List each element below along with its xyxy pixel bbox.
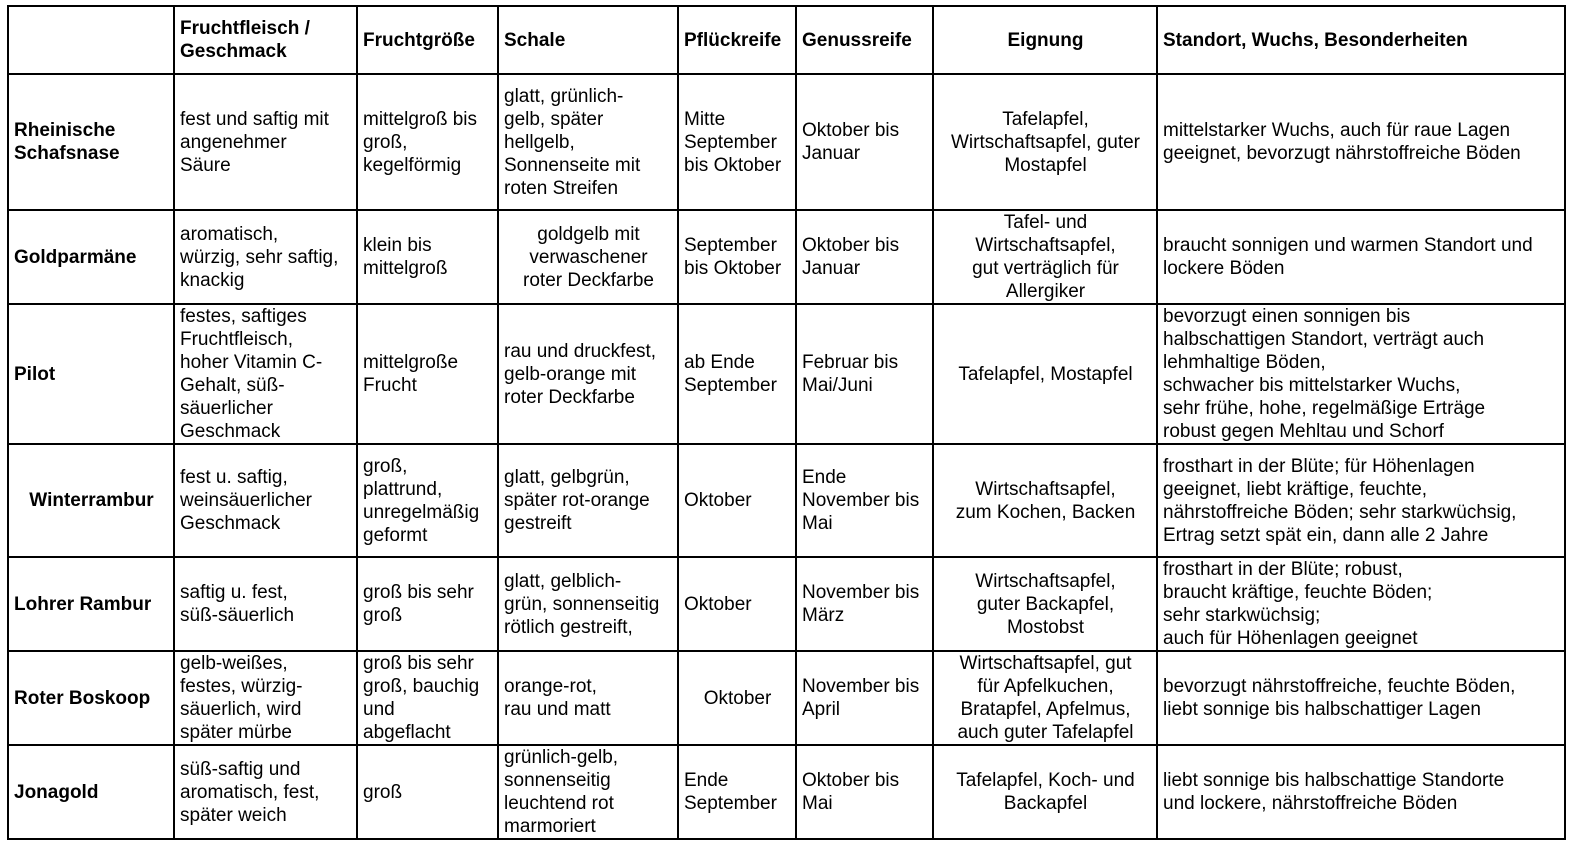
ripeness-cell: November bis April xyxy=(796,651,933,745)
apple-varieties-table xyxy=(7,5,1566,840)
notes-cell: bevorzugt nährstoffreiche, feuchte Böden, liebt sonnige bis halbschattiger Lagen xyxy=(1157,651,1565,745)
size-cell: groß bis sehr groß, bauchig und abgeflacht xyxy=(357,651,498,745)
taste-cell: gelb-weißes, festes, würzig- säuerlich, wird später mürbe xyxy=(174,651,357,745)
skin-cell: grünlich-gelb, sonnenseitig leuchtend rot marmoriert xyxy=(498,745,678,839)
harvest-cell: Mitte September bis Oktober xyxy=(678,74,796,210)
table-row xyxy=(8,74,1565,210)
use-cell: Wirtschaftsapfel, gut für Apfelkuchen, Bratapfel, Apfelmus, auch guter Tafelapfel xyxy=(933,651,1157,745)
variety-name: Lohrer Rambur xyxy=(8,557,174,651)
taste-cell: festes, saftiges Fruchtfleisch, hoher Vitamin C- Gehalt, süß- säuerlicher Geschmack xyxy=(174,304,357,444)
skin-cell: glatt, grünlich- gelb, später hellgelb, Sonnenseite mit roten Streifen xyxy=(498,74,678,210)
skin-cell: orange-rot, rau und matt xyxy=(498,651,678,745)
size-cell: klein bis mittelgroß xyxy=(357,210,498,304)
variety-name: Jonagold xyxy=(8,745,174,839)
header-skin: Schale xyxy=(498,6,678,74)
variety-name: Winterrambur xyxy=(8,444,174,557)
variety-name: Goldparmäne xyxy=(8,210,174,304)
header-taste: Fruchtfleisch / Geschmack xyxy=(174,6,357,74)
table-row xyxy=(8,557,1565,651)
skin-cell: glatt, gelblich- grün, sonnenseitig rötlich gestreift, xyxy=(498,557,678,651)
harvest-cell: Oktober xyxy=(678,557,796,651)
notes-cell: mittelstarker Wuchs, auch für raue Lagen geeignet, bevorzugt nährstoffreiche Böden xyxy=(1157,74,1565,210)
skin-cell: goldgelb mit verwaschener roter Deckfarbe xyxy=(498,210,678,304)
variety-name: Pilot xyxy=(8,304,174,444)
table-row xyxy=(8,444,1565,557)
taste-cell: süß-saftig und aromatisch, fest, später weich xyxy=(174,745,357,839)
header-ripeness: Genussreife xyxy=(796,6,933,74)
notes-cell: liebt sonnige bis halbschattige Standorte und lockere, nährstoffreiche Böden xyxy=(1157,745,1565,839)
harvest-cell: ab Ende September xyxy=(678,304,796,444)
notes-cell: bevorzugt einen sonnigen bis halbschattigen Standort, verträgt auch lehmhaltige Böden, schwacher bis mittelstarker Wuchs, sehr frühe, hohe, regelmäßige Erträge robust gegen Mehltau und Schorf xyxy=(1157,304,1565,444)
variety-name: Roter Boskoop xyxy=(8,651,174,745)
taste-cell: aromatisch, würzig, sehr saftig, knackig xyxy=(174,210,357,304)
size-cell: mittelgroß bis groß, kegelförmig xyxy=(357,74,498,210)
table-row xyxy=(8,651,1565,745)
ripeness-cell: Oktober bis Mai xyxy=(796,745,933,839)
use-cell: Tafelapfel, Mostapfel xyxy=(933,304,1157,444)
header-variety xyxy=(8,6,174,74)
table-row xyxy=(8,210,1565,304)
use-cell: Wirtschaftsapfel, guter Backapfel, Mostobst xyxy=(933,557,1157,651)
notes-cell: frosthart in der Blüte; für Höhenlagen geeignet, liebt kräftige, feuchte, nährstoffreiche Böden; sehr starkwüchsig, Ertrag setzt spät ein, dann alle 2 Jahre xyxy=(1157,444,1565,557)
variety-name: Rheinische Schafsnase xyxy=(8,74,174,210)
notes-cell: frosthart in der Blüte; robust, braucht kräftige, feuchte Böden; sehr starkwüchsig; auch für Höhenlagen geeignet xyxy=(1157,557,1565,651)
header-row xyxy=(8,6,1565,74)
size-cell: mittelgroße Frucht xyxy=(357,304,498,444)
taste-cell: fest und saftig mit angenehmer Säure xyxy=(174,74,357,210)
harvest-cell: Oktober xyxy=(678,651,796,745)
ripeness-cell: November bis März xyxy=(796,557,933,651)
taste-cell: fest u. saftig, weinsäuerlicher Geschmack xyxy=(174,444,357,557)
notes-cell: braucht sonnigen und warmen Standort und lockere Böden xyxy=(1157,210,1565,304)
size-cell: groß bis sehr groß xyxy=(357,557,498,651)
use-cell: Tafelapfel, Koch- und Backapfel xyxy=(933,745,1157,839)
header-notes: Standort, Wuchs, Besonderheiten xyxy=(1157,6,1565,74)
size-cell: groß xyxy=(357,745,498,839)
taste-cell: saftig u. fest, süß-säuerlich xyxy=(174,557,357,651)
skin-cell: rau und druckfest, gelb-orange mit roter Deckfarbe xyxy=(498,304,678,444)
use-cell: Tafelapfel, Wirtschaftsapfel, guter Mostapfel xyxy=(933,74,1157,210)
ripeness-cell: Ende November bis Mai xyxy=(796,444,933,557)
header-use: Eignung xyxy=(933,6,1157,74)
skin-cell: glatt, gelbgrün, später rot-orange gestreift xyxy=(498,444,678,557)
table-row xyxy=(8,745,1565,839)
harvest-cell: Oktober xyxy=(678,444,796,557)
use-cell: Wirtschaftsapfel, zum Kochen, Backen xyxy=(933,444,1157,557)
use-cell: Tafel- und Wirtschaftsapfel, gut verträglich für Allergiker xyxy=(933,210,1157,304)
ripeness-cell: Oktober bis Januar xyxy=(796,74,933,210)
harvest-cell: Ende September xyxy=(678,745,796,839)
table-row xyxy=(8,304,1565,444)
ripeness-cell: Oktober bis Januar xyxy=(796,210,933,304)
size-cell: groß, plattrund, unregelmäßig geformt xyxy=(357,444,498,557)
harvest-cell: September bis Oktober xyxy=(678,210,796,304)
ripeness-cell: Februar bis Mai/Juni xyxy=(796,304,933,444)
header-size: Fruchtgröße xyxy=(357,6,498,74)
header-harvest: Pflückreife xyxy=(678,6,796,74)
